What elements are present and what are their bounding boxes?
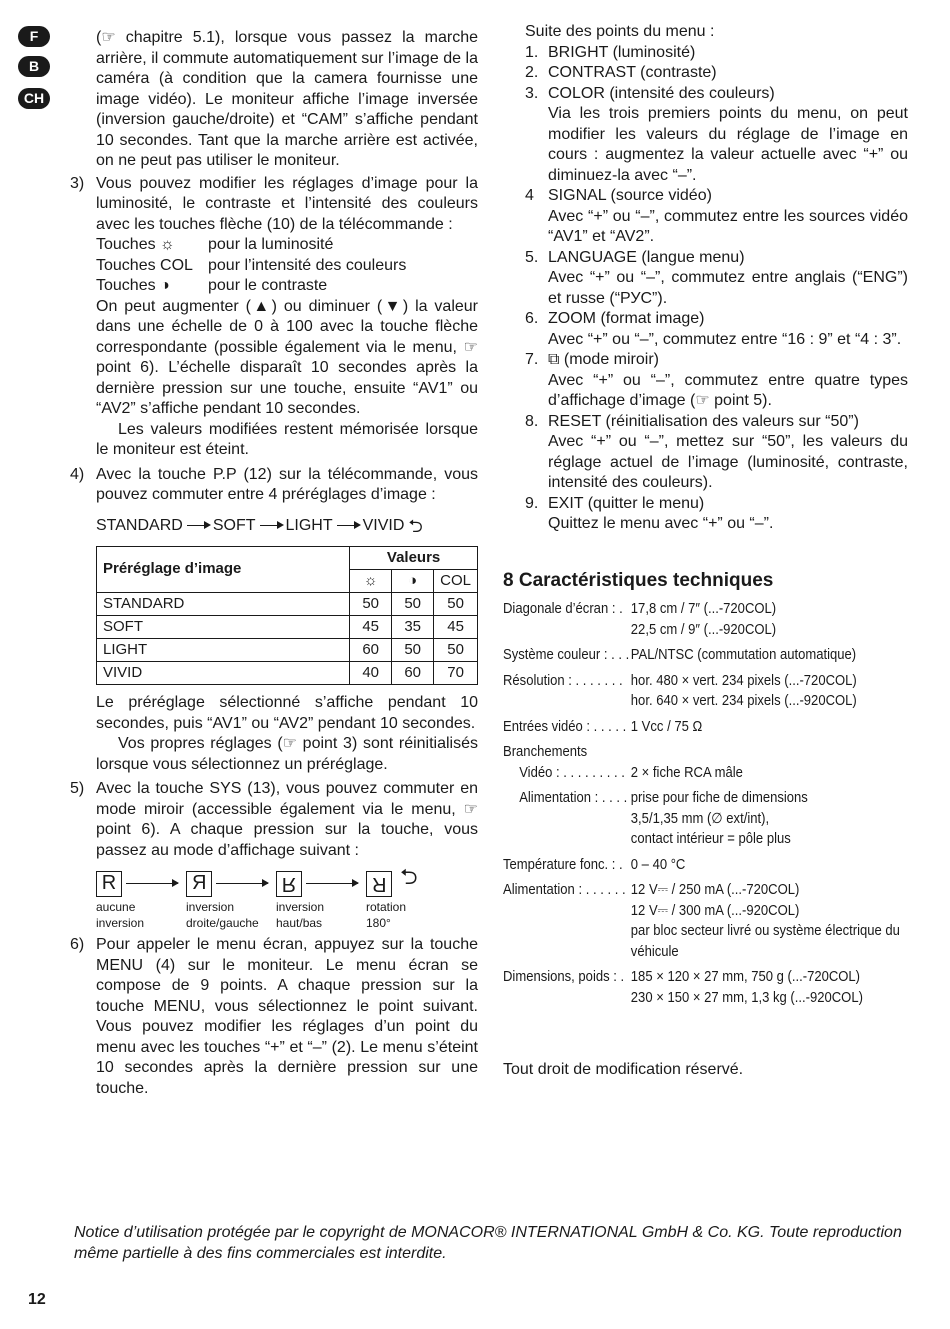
table-head-values: Valeurs: [350, 547, 478, 570]
table-row: STANDARD 50 50 50: [97, 593, 478, 616]
intro-paragraph: (☞ chapitre 5.1), lorsque vous passez la marche arrière, il commute automatiquement sur l’image de la caméra (à condition que la camera fournisse une image vidéo). Le moniteur affiche l’image inversée (inversion gauche/droite) et “CAM” s’affiche pendant 10 secondes. Tant que la marche arrière est activée, on ne peut pas utiliser le moniteur.: [96, 29, 478, 169]
lang-badge-ch: CH: [18, 88, 50, 109]
item-number: 4): [70, 465, 85, 483]
menu-item-title: SIGNAL (source vidéo): [548, 187, 712, 204]
item-6: [70, 935, 478, 1099]
item-paragraph: On peut augmenter (▲) ou diminuer (▼) la valeur dans une échelle de 0 à 100 avec la touche flèche correspondante (possible également via le menu, ☞ point 6). L’échelle disparaît 10 secondes après la dernière pression sur une touche, ensuite “AV1” ou “AV2” s’affiche pendant 10 secondes.: [96, 297, 478, 417]
menu-item-number: 7.: [525, 351, 539, 368]
item-number: 6): [70, 936, 85, 953]
menu-item-desc: Quittez le menu avec “+” ou “–”.: [548, 515, 774, 532]
right-arrow-icon: [187, 525, 209, 526]
brightness-icon: ☼: [350, 570, 392, 593]
menu-item-desc: Avec “+” ou “–”, commutez entre anglais (“ENG”) et russe (“РУС”).: [548, 269, 908, 307]
menu-item-title: BRIGHT (luminosité): [548, 43, 696, 61]
right-arrow-icon: [306, 883, 358, 884]
item-5: [70, 779, 478, 861]
spec-row: [503, 763, 904, 784]
item-text: Pour appeler le menu écran, appuyez sur la touche MENU (4) sur le moniteur. Le menu écran se compose de 9 points. A chaque pression sur la touche MENU, vous sélectionnez le point suivant. Vous pouvez modifier les réglages d’un point du menu avec les touches “+” et “–” (2). Le menu s’éteint 10 secondes après la dernière pression sur une touche.: [96, 936, 478, 1097]
spec-list: [503, 599, 904, 1008]
table-row: LIGHT 60 50 50: [97, 639, 478, 662]
spec-value: 1 Vcc / 75 Ω: [630, 718, 703, 735]
spec-label: Système couleur : . . .: [503, 647, 630, 663]
spec-row: [503, 880, 904, 962]
menu-item: [503, 248, 908, 310]
menu-item-desc: Avec “+” ou “–”, commutez entre les sources vidéo “AV1” et “AV2”.: [548, 207, 908, 245]
mirror-mode-icon: ⧉: [548, 351, 564, 368]
menu-item-desc: Avec “+” ou “–”, commutez entre “16 : 9” et “4 : 3”.: [548, 330, 902, 348]
mode-rotate-180: R ⮌ rotation 180°: [366, 864, 418, 930]
spec-value: 185 × 120 × 27 mm, 750 g (...-720COL) 230 × 150 × 27 mm, 1,3 kg (...-920COL): [630, 969, 863, 1006]
lang-badge-f: F: [18, 26, 50, 47]
item-text: Vous pouvez modifier les réglages d’image pour la luminosité, le contraste et l’intensité des couleurs avec les touches flèche (10) de la télécommande :: [96, 174, 478, 233]
spec-row: [503, 645, 904, 666]
menu-item-number: 8.: [525, 412, 539, 430]
spec-label: Dimensions, poids : .: [503, 969, 625, 985]
menu-item-number: 2.: [525, 64, 539, 81]
menu-item-number: 4: [525, 187, 534, 204]
key-row: Touches COL pour l’intensité des couleurs: [96, 256, 407, 274]
menu-item-title: ⧉ (mode miroir): [548, 351, 659, 368]
spec-label: Résolution : . . . . . . .: [503, 672, 623, 689]
menu-list: [503, 43, 908, 535]
menu-item-desc: Avec “+” ou “–”, mettez sur “50”, les valeurs du réglage actuel de l’image (luminosité, contraste, intensité des couleurs).: [548, 433, 908, 491]
right-arrow-icon: [260, 525, 282, 526]
spec-label: Température fonc. : .: [503, 856, 623, 873]
menu-item: [503, 43, 908, 64]
item-4: [70, 465, 478, 537]
menu-item: [503, 309, 908, 350]
menu-item-title: RESET (réinitialisation des valeurs sur “50”): [548, 412, 859, 430]
spec-label: Diagonale d’écran : .: [503, 601, 623, 617]
key-row: Touches ☼ pour la luminosité: [96, 236, 334, 253]
menu-item: [503, 350, 908, 412]
spec-row: [503, 967, 904, 1008]
copyright-footer: Notice d’utilisation protégée par le copyright de MONACOR® INTERNATIONAL GmbH & Co. KG. Toute reproduction même partielle à des fins commerciales est interdite.: [74, 1224, 902, 1262]
spec-label: Vidéo : . . . . . . . . .: [519, 764, 625, 781]
item-text: Avec la touche P.P (12) sur la télécommande, vous pouvez commuter entre 4 préréglages d’image :: [96, 465, 478, 503]
mirror-mode-sequence: [96, 864, 478, 931]
section-title: 8 Caractéristiques techniques: [503, 569, 774, 591]
menu-item: [503, 494, 908, 535]
menu-item-number: 6.: [525, 310, 539, 327]
preset-sequence: STANDARD SOFT LIGHT VIVID ⮌: [96, 515, 423, 536]
table-head-label: Préréglage d’image: [97, 547, 350, 593]
spec-value: 12 V⎓ / 250 mA (...-720COL) 12 V⎓ / 300 mA (...-920COL) par bloc secteur livré ou système électrique du véhicule: [630, 882, 900, 960]
menu-item-number: 1.: [525, 43, 539, 61]
spec-label: Alimentation : . . . . . .: [503, 882, 626, 898]
contrast-icon: ◑: [392, 570, 434, 593]
spec-value: PAL/NTSC (commutation automatique): [630, 647, 857, 663]
item-4-after: Le préréglage sélectionné s’affiche pendant 10 secondes, puis “AV1” ou “AV2” pendant 10 secondes. Vos propres réglages (☞ point 3) sont réinitialisés lorsque vous sélectionnez un préréglage.: [96, 694, 478, 773]
color-column-label: COL: [434, 570, 478, 593]
page-number: 12: [28, 1291, 46, 1308]
spec-row: [503, 742, 904, 763]
key-row: Touches ◑ pour le contraste: [96, 277, 328, 294]
menu-item-title: EXIT (quitter le menu): [548, 494, 705, 512]
menu-item: [503, 84, 908, 187]
spec-value: prise pour fiche de dimensions 3,5/1,35 mm (∅ ext/int), contact intérieur = pôle plus: [630, 790, 808, 847]
spec-value: 0 – 40 °C: [630, 856, 686, 873]
loop-back-icon: ⮌: [400, 864, 418, 889]
spec-label: Branchements: [503, 744, 588, 760]
menu-item-number: 5.: [525, 248, 539, 266]
left-column: [70, 28, 478, 1099]
item-number: 3): [70, 174, 85, 192]
preset-table: [96, 546, 478, 685]
item-number: 5): [70, 780, 85, 797]
menu-item: [503, 186, 908, 248]
spec-row: [503, 717, 904, 738]
right-arrow-icon: [126, 883, 178, 884]
menu-item-title: COLOR (intensité des couleurs): [548, 84, 775, 102]
spec-row: [503, 671, 904, 712]
menu-item: [503, 63, 908, 84]
menu-item-number: 9.: [525, 494, 539, 512]
menu-item-title: LANGUAGE (langue menu): [548, 248, 745, 266]
spec-row: [503, 855, 904, 876]
menu-item: [503, 412, 908, 494]
spec-label: Entrées vidéo : . . . . .: [503, 718, 627, 735]
spec-value: 2 × fiche RCA mâle: [630, 764, 743, 781]
item-3: [70, 174, 478, 461]
spec-value: [631, 742, 904, 763]
spec-row: [503, 788, 904, 850]
table-row: SOFT 45 35 45: [97, 616, 478, 639]
right-arrow-icon: [216, 883, 268, 884]
menu-intro: Suite des points du menu :: [525, 23, 715, 40]
spec-row: [503, 599, 904, 640]
menu-item-desc: Avec “+” ou “–”, commutez entre quatre types d’affichage d’image (☞ point 5).: [548, 371, 908, 409]
lang-badge-b: B: [18, 56, 50, 77]
menu-item-title: ZOOM (format image): [548, 310, 705, 327]
item-paragraph: Les valeurs modifiées restent mémorisée lorsque le moniteur est éteint.: [96, 420, 478, 458]
spec-value: hor. 480 × vert. 234 pixels (...-720COL) hor. 640 × vert. 234 pixels (...-920COL): [630, 672, 857, 709]
menu-item-number: 3.: [525, 84, 539, 102]
spec-label: Alimentation : . . . .: [519, 790, 628, 806]
mode-flip-ud: R inversion haut/bas: [276, 871, 366, 931]
reserved-note: Tout droit de modification réservé.: [503, 1061, 744, 1078]
mode-none: R aucune inversion: [96, 871, 186, 931]
menu-item-desc: Via les trois premiers points du menu, on peut modifier les valeurs du réglage de l’image en cours : augmentez la valeur actuelle avec “+” ou diminuez-la avec “–”.: [548, 105, 908, 184]
table-row: VIVID 40 60 70: [97, 662, 478, 685]
mode-mirror-lr: R inversion droite/gauche: [186, 871, 276, 931]
loop-back-icon: ⮌: [408, 515, 423, 536]
menu-item-title: CONTRAST (contraste): [548, 64, 717, 81]
right-arrow-icon: [337, 525, 359, 526]
item-text: Avec la touche SYS (13), vous pouvez commuter en mode miroir (accessible également via le menu, ☞ point 6). A chaque pression sur la touche, vous passez au mode d’affichage suivant :: [96, 780, 478, 859]
spec-value: 17,8 cm / 7″ (...-720COL) 22,5 cm / 9″ (...-920COL): [630, 601, 777, 638]
right-column: [503, 22, 908, 1081]
